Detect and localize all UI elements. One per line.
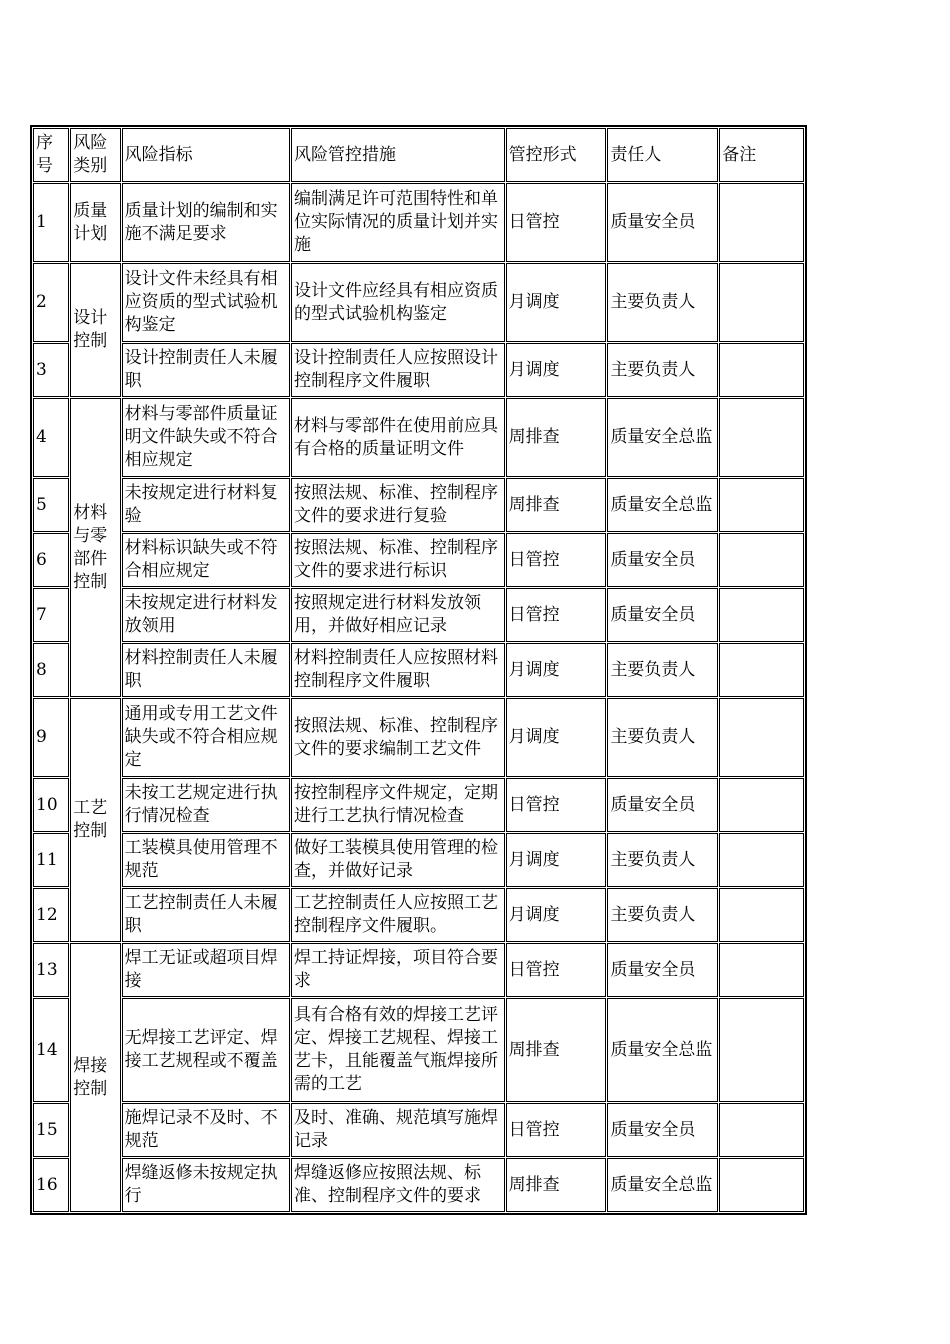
row-seq: 2 [33, 263, 69, 342]
row-owner: 主要负责人 [607, 643, 718, 697]
row-seq: 5 [33, 478, 69, 532]
row-owner: 质量安全员 [607, 533, 718, 587]
row-form: 日管控 [506, 1103, 607, 1157]
row-note [719, 1103, 804, 1157]
risk-control-table [30, 125, 807, 1215]
table-row [33, 343, 804, 397]
row-indicator: 材料控制责任人未履职 [122, 643, 290, 697]
row-note [719, 588, 804, 642]
header-row [33, 128, 804, 182]
row-note [719, 643, 804, 697]
row-indicator: 焊缝返修未按规定执行 [122, 1158, 290, 1212]
row-seq: 4 [33, 398, 69, 477]
row-measure: 具有合格有效的焊接工艺评定、焊接工艺规程、焊接工艺卡，且能覆盖气瓶焊接所需的工艺 [291, 998, 505, 1102]
row-owner: 质量安全总监 [607, 1158, 718, 1212]
row-owner: 质量安全员 [607, 1103, 718, 1157]
row-measure: 设计控制责任人应按照设计控制程序文件履职 [291, 343, 505, 397]
table-row [33, 778, 804, 832]
row-category: 质量计划 [70, 183, 120, 262]
row-seq: 1 [33, 183, 69, 262]
row-note [719, 698, 804, 777]
row-owner: 质量安全员 [607, 778, 718, 832]
table-row [33, 533, 804, 587]
header-category: 风险类别 [70, 128, 120, 182]
row-seq: 16 [33, 1158, 69, 1212]
row-owner: 质量安全总监 [607, 398, 718, 477]
row-note [719, 833, 804, 887]
row-form: 月调度 [506, 343, 607, 397]
row-indicator: 未按规定进行材料发放领用 [122, 588, 290, 642]
row-owner: 质量安全总监 [607, 998, 718, 1102]
row-measure: 材料与零部件在使用前应具有合格的质量证明文件 [291, 398, 505, 477]
row-indicator: 设计控制责任人未履职 [122, 343, 290, 397]
row-indicator: 工装模具使用管理不规范 [122, 833, 290, 887]
row-measure: 焊工持证焊接，项目符合要求 [291, 943, 505, 997]
row-seq: 9 [33, 698, 69, 777]
row-measure: 焊缝返修应按照法规、标准、控制程序文件的要求 [291, 1158, 505, 1212]
row-form: 月调度 [506, 888, 607, 942]
row-owner: 主要负责人 [607, 888, 718, 942]
row-form: 周排查 [506, 1158, 607, 1212]
row-seq: 10 [33, 778, 69, 832]
row-measure: 及时、准确、规范填写施焊记录 [291, 1103, 505, 1157]
row-category: 材料与零部件控制 [70, 398, 120, 697]
row-note [719, 263, 804, 342]
header-form: 管控形式 [506, 128, 607, 182]
row-note [719, 533, 804, 587]
row-owner: 主要负责人 [607, 833, 718, 887]
row-owner: 主要负责人 [607, 698, 718, 777]
row-note [719, 998, 804, 1102]
row-measure: 按照法规、标准、控制程序文件的要求进行标识 [291, 533, 505, 587]
row-owner: 质量安全员 [607, 183, 718, 262]
row-note [719, 398, 804, 477]
row-seq: 15 [33, 1103, 69, 1157]
row-form: 月调度 [506, 833, 607, 887]
row-owner: 质量安全员 [607, 943, 718, 997]
header-measure: 风险管控措施 [291, 128, 505, 182]
row-category: 焊接控制 [70, 943, 120, 1212]
table-row [33, 998, 804, 1102]
row-measure: 做好工装模具使用管理的检查，并做好记录 [291, 833, 505, 887]
table-row [33, 643, 804, 697]
row-form: 日管控 [506, 943, 607, 997]
row-seq: 6 [33, 533, 69, 587]
row-indicator: 材料与零部件质量证明文件缺失或不符合相应规定 [122, 398, 290, 477]
table-row [33, 943, 804, 997]
table-row [33, 1158, 804, 1212]
row-note [719, 888, 804, 942]
row-form: 日管控 [506, 778, 607, 832]
row-note [719, 778, 804, 832]
row-indicator: 焊工无证或超项目焊接 [122, 943, 290, 997]
row-measure: 设计文件应经具有相应资质的型式试验机构鉴定 [291, 263, 505, 342]
row-note [719, 343, 804, 397]
row-form: 月调度 [506, 698, 607, 777]
row-form: 周排查 [506, 478, 607, 532]
table-row [33, 888, 804, 942]
row-category: 工艺控制 [70, 698, 120, 942]
row-note [719, 943, 804, 997]
row-form: 日管控 [506, 588, 607, 642]
table-row [33, 398, 804, 477]
row-measure: 按控制程序文件规定，定期进行工艺执行情况检查 [291, 778, 505, 832]
header-note: 备注 [719, 128, 804, 182]
table-row [33, 1103, 804, 1157]
row-owner: 质量安全总监 [607, 478, 718, 532]
row-note [719, 478, 804, 532]
row-measure: 编制满足许可范围特性和单位实际情况的质量计划并实施 [291, 183, 505, 262]
row-owner: 主要负责人 [607, 343, 718, 397]
table-row [33, 183, 804, 262]
table-row [33, 263, 804, 342]
row-category: 设计控制 [70, 263, 120, 397]
table-row [33, 698, 804, 777]
row-indicator: 施焊记录不及时、不规范 [122, 1103, 290, 1157]
row-measure: 按照规定进行材料发放领用，并做好相应记录 [291, 588, 505, 642]
row-indicator: 质量计划的编制和实施不满足要求 [122, 183, 290, 262]
row-indicator: 设计文件未经具有相应资质的型式试验机构鉴定 [122, 263, 290, 342]
row-measure: 工艺控制责任人应按照工艺控制程序文件履职。 [291, 888, 505, 942]
row-form: 周排查 [506, 398, 607, 477]
row-indicator: 未按规定进行材料复验 [122, 478, 290, 532]
row-owner: 质量安全员 [607, 588, 718, 642]
row-form: 月调度 [506, 263, 607, 342]
row-form: 周排查 [506, 998, 607, 1102]
row-form: 日管控 [506, 183, 607, 262]
row-seq: 11 [33, 833, 69, 887]
row-indicator: 通用或专用工艺文件缺失或不符合相应规定 [122, 698, 290, 777]
header-indicator: 风险指标 [122, 128, 290, 182]
row-owner: 主要负责人 [607, 263, 718, 342]
row-indicator: 工艺控制责任人未履职 [122, 888, 290, 942]
table-row [33, 588, 804, 642]
table-row [33, 833, 804, 887]
row-form: 月调度 [506, 643, 607, 697]
row-measure: 按照法规、标准、控制程序文件的要求进行复验 [291, 478, 505, 532]
row-form: 日管控 [506, 533, 607, 587]
row-seq: 3 [33, 343, 69, 397]
row-indicator: 未按工艺规定进行执行情况检查 [122, 778, 290, 832]
table-row [33, 478, 804, 532]
row-note [719, 183, 804, 262]
row-indicator: 无焊接工艺评定、焊接工艺规程或不覆盖 [122, 998, 290, 1102]
row-seq: 7 [33, 588, 69, 642]
header-owner: 责任人 [607, 128, 718, 182]
row-seq: 12 [33, 888, 69, 942]
row-seq: 8 [33, 643, 69, 697]
row-indicator: 材料标识缺失或不符合相应规定 [122, 533, 290, 587]
header-seq: 序号 [33, 128, 69, 182]
row-measure: 按照法规、标准、控制程序文件的要求编制工艺文件 [291, 698, 505, 777]
row-seq: 13 [33, 943, 69, 997]
row-note [719, 1158, 804, 1212]
row-seq: 14 [33, 998, 69, 1102]
row-measure: 材料控制责任人应按照材料控制程序文件履职 [291, 643, 505, 697]
